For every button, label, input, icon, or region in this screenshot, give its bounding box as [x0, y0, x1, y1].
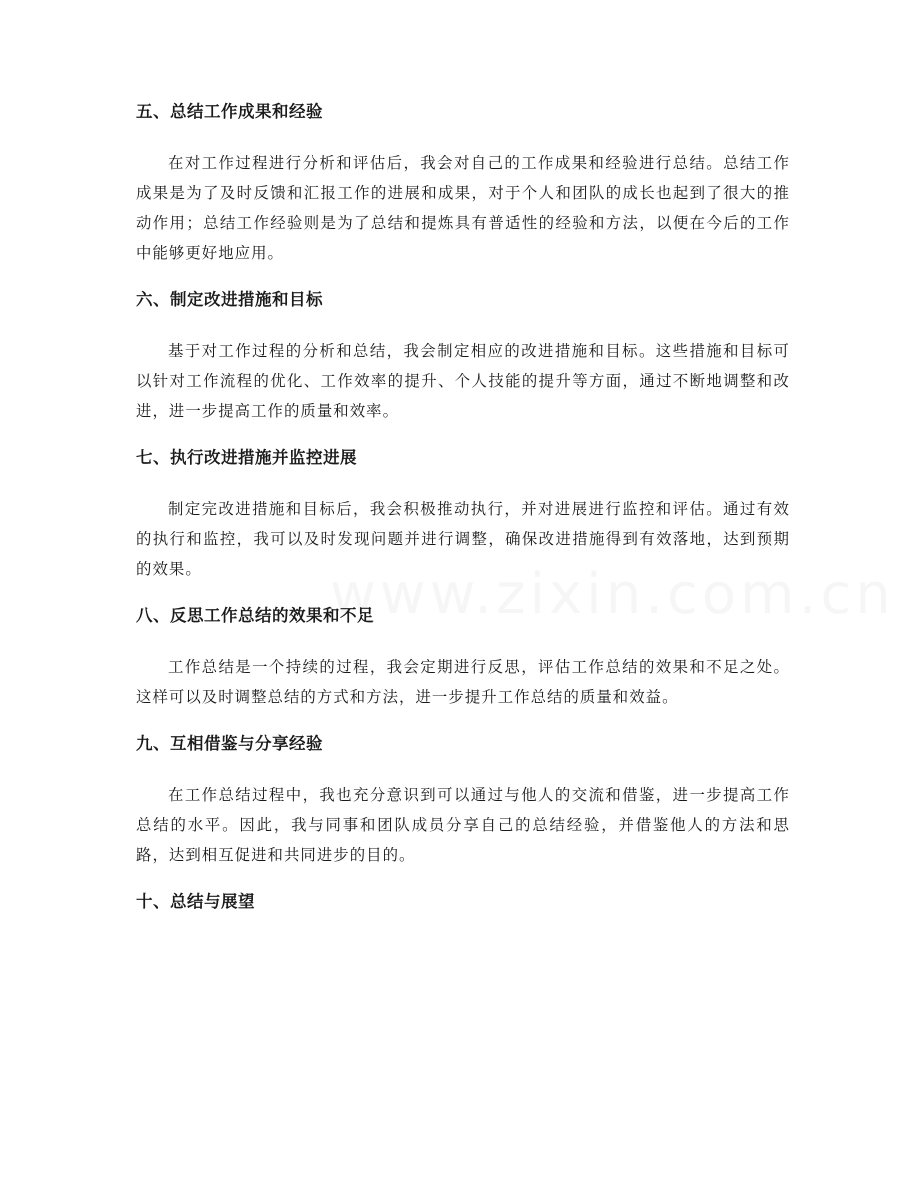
section-8: [136, 604, 790, 712]
section-5: [136, 100, 790, 268]
section-9: [136, 732, 790, 870]
section-paragraph: 在对工作过程进行分析和评估后，我会对自己的工作成果和经验进行总结。总结工作成果是为了及时反馈和汇报工作的进展和成果，对于个人和团队的成长也起到了很大的推动作用；总结工作经验则是为了总结和提炼具有普适性的经验和方法，以便在今后的工作中能够更好地应用。: [136, 154, 790, 262]
section-paragraph: 在工作总结过程中，我也充分意识到可以通过与他人的交流和借鉴，进一步提高工作总结的水平。因此，我与同事和团队成员分享自己的总结经验，并借鉴他人的方法和思路，达到相互促进和共同进步的目的。: [136, 786, 790, 864]
section-6: [136, 288, 790, 426]
section-paragraph: 基于对工作过程的分析和总结，我会制定相应的改进措施和目标。这些措施和目标可以针对工作流程的优化、工作效率的提升、个人技能的提升等方面，通过不断地调整和改进，进一步提高工作的质量和效率。: [136, 342, 790, 420]
section-10: [136, 890, 790, 914]
section-heading: 五、总结工作成果和经验: [136, 102, 323, 121]
section-paragraph: 工作总结是一个持续的过程，我会定期进行反思，评估工作总结的效果和不足之处。这样可以及时调整总结的方式和方法，进一步提升工作总结的质量和效益。: [136, 658, 790, 706]
section-paragraph: 制定完改进措施和目标后，我会积极推动执行，并对进展进行监控和评估。通过有效的执行和监控，我可以及时发现问题并进行调整，确保改进措施得到有效落地，达到预期的效果。: [136, 500, 790, 578]
section-heading: 八、反思工作总结的效果和不足: [136, 606, 374, 625]
document-content: [136, 100, 790, 934]
section-heading: 六、制定改进措施和目标: [136, 290, 323, 309]
section-heading: 九、互相借鉴与分享经验: [136, 734, 323, 753]
section-heading: 十、总结与展望: [136, 892, 255, 911]
section-heading: 七、执行改进措施并监控进展: [136, 448, 357, 467]
section-7: [136, 446, 790, 584]
